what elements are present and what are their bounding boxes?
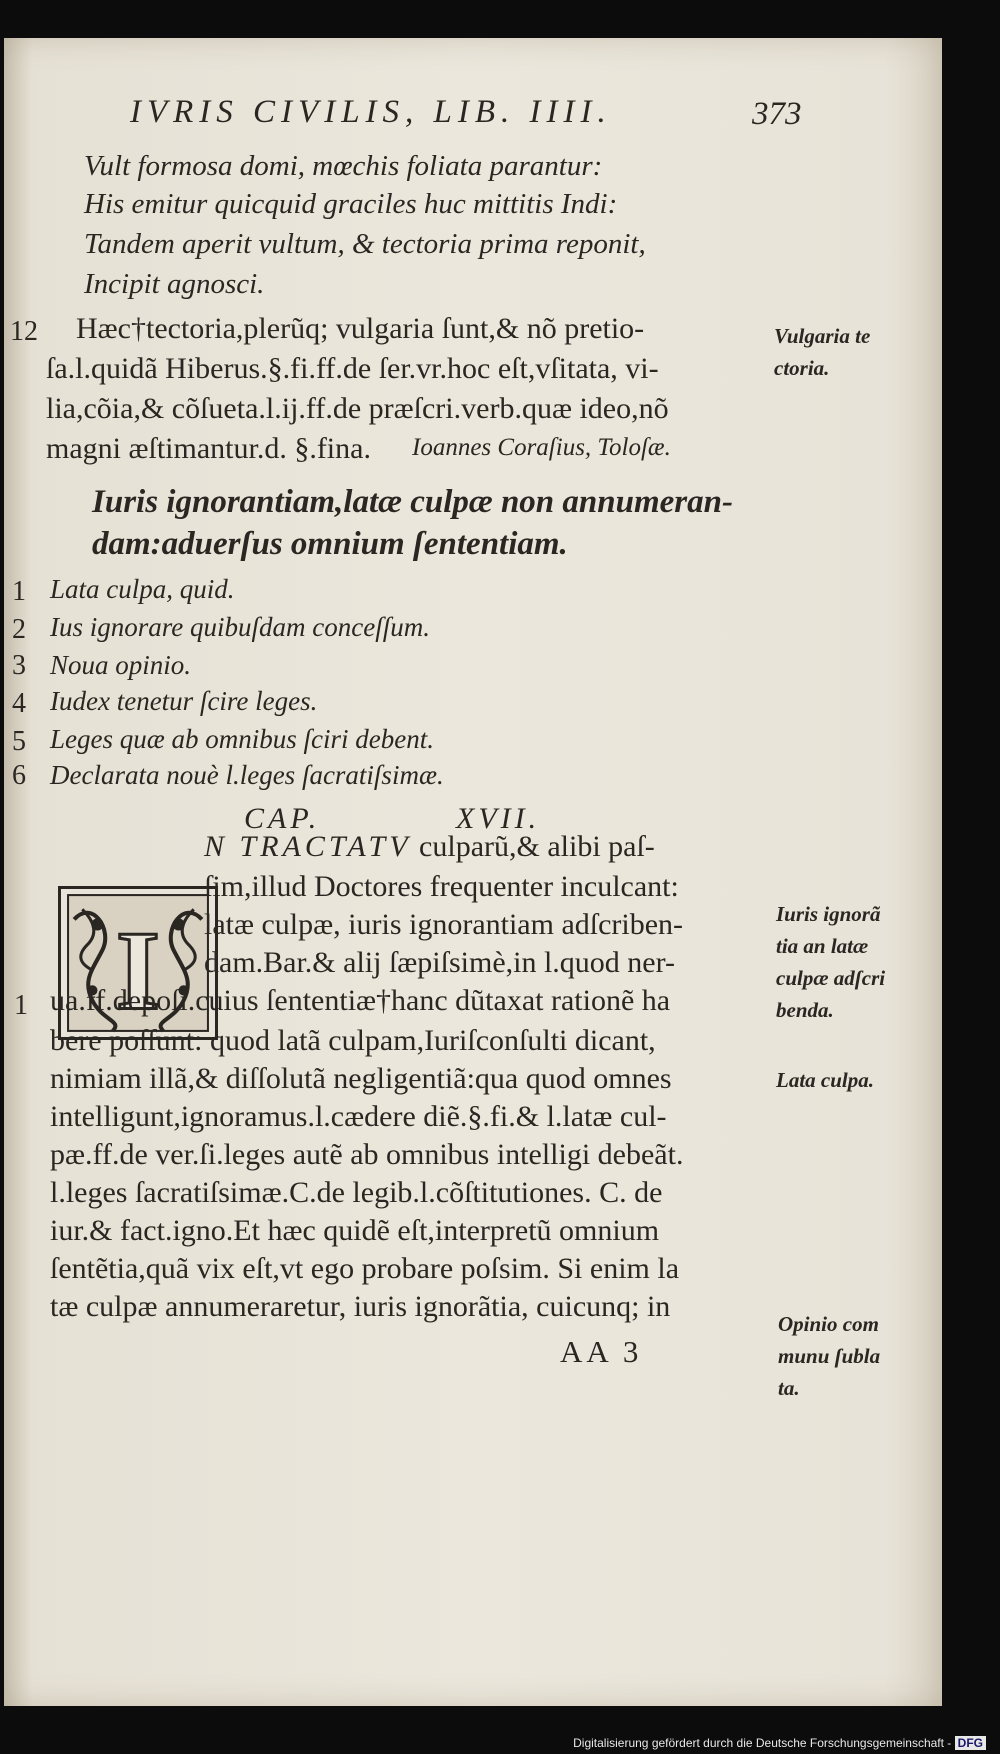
body-line: nimiam illã,& diſſolutã negligentiã:qua quod omnes (50, 1062, 672, 1095)
margin-note: Lata culpa. (776, 1068, 874, 1092)
body-line: l.leges ſacratiſsimæ.C.de legib.l.cõſtitutiones. C. de (50, 1176, 663, 1209)
paragraph-line: lia,cõia,& cõſueta.l.ij.ff.de præſcri.verb.quæ ideo,nõ (46, 392, 669, 425)
chapter-number: XVII. (456, 802, 541, 835)
initial-letter: I (115, 907, 161, 1034)
section-heading: dam:aduerſus omnium ſententiam. (92, 526, 568, 562)
margin-note: Vulgaria te ctoria. (774, 324, 871, 380)
paragraph-line: ſa.l.quidã Hiberus.§.fi.ff.de ſer.vr.hoc eſt,vſitata, vi- (46, 352, 659, 385)
verse-line: Vult formosa domi, mœchis foliata parantur: (84, 150, 603, 182)
body-line: tæ culpæ annumeraretur, iuris ignorãtia, cuicunq; in (50, 1290, 671, 1323)
paragraph-number: 12 (10, 316, 38, 347)
summary-item: Ius ignorare quibuſdam conceſſum. (50, 612, 430, 642)
incipit-capitals: N TRACTATV (204, 830, 412, 863)
signature-mark: AA 3 (560, 1334, 643, 1369)
book-page (4, 38, 942, 1706)
summary-item: Leges quæ ab omnibus ſciri debent. (50, 724, 434, 754)
body-line: intelligunt,ignoramus.l.cædere diẽ.§.fi.& l.latæ cul- (50, 1100, 667, 1133)
body-line: iur.& fact.igno.Et hæc quidẽ eſt,interpretũ omnium (50, 1214, 660, 1247)
body-line: bere poſſunt: quod latã culpam,Iuriſconſulti dicant, (50, 1024, 656, 1057)
paragraph-line: Hæc†tectoria,plerũq; vulgaria ſunt,& nõ pretio- (76, 312, 645, 345)
page-number: 373 (752, 96, 802, 132)
footer-text: Digitalisierung gefördert durch die Deutsche Forschungsgemeinschaft - (573, 1736, 952, 1750)
summary-number: 1 (12, 576, 26, 607)
body-line: ſentẽtia,quã vix eſt,vt ego probare poſsim. Si enim la (50, 1252, 680, 1285)
summary-item: Declarata nouè l.leges ſacratiſsimæ. (50, 760, 444, 790)
margin-note: Opinio com munu ſubla ta. (778, 1312, 881, 1400)
summary-item: Lata culpa, quid. (50, 574, 235, 604)
body-line (204, 830, 655, 864)
summary-number: 6 (12, 760, 26, 791)
body-line: latæ culpæ, iuris ignorantiam adſcriben- (204, 908, 684, 941)
summary-number: 4 (12, 688, 26, 719)
summary-number: 2 (12, 614, 26, 645)
body-line: pæ.ff.de ver.ſi.leges autẽ ab omnibus intelligi debeãt. (50, 1138, 684, 1171)
body-line: dam.Bar.& alij ſæpiſsimè,in l.quod ner- (204, 946, 676, 979)
summary-item: Iudex tenetur ſcire leges. (50, 686, 318, 716)
body-line: ſim,illud Doctores frequenter inculcant: (204, 870, 679, 903)
verse-line: Tandem aperit vultum, & tectoria prima reponit, (84, 228, 646, 260)
section-heading: Iuris ignorantiam,latæ culpæ non annumeran- (92, 484, 733, 520)
body-text: culparũ,& alibi paſ- (411, 830, 655, 863)
author-citation: Ioannes Coraſius, Toloſæ. (412, 434, 671, 461)
verse-line: Incipit agnosci. (84, 268, 265, 300)
dfg-logo-icon: DFG (955, 1736, 986, 1750)
summary-number: 3 (12, 650, 26, 681)
paragraph-number: 1 (14, 990, 28, 1021)
running-head: IVRIS CIVILIS, LIB. IIII. (130, 94, 612, 130)
margin-note: Iuris ignorã tia an latæ culpæ adſcri benda. (776, 902, 886, 1022)
verse-line: His emitur quicquid graciles huc mittitis Indi: (84, 188, 618, 220)
summary-number: 5 (12, 726, 26, 757)
paragraph-line: magni æſtimantur.d. §.fina. (46, 432, 371, 465)
body-line: ua.ff.depoſi.cuius ſententiæ†hanc dũtaxat rationẽ ha (50, 984, 671, 1017)
chapter-label: CAP. (244, 802, 321, 835)
digitization-footer (573, 1736, 986, 1750)
summary-item: Noua opinio. (50, 650, 192, 680)
